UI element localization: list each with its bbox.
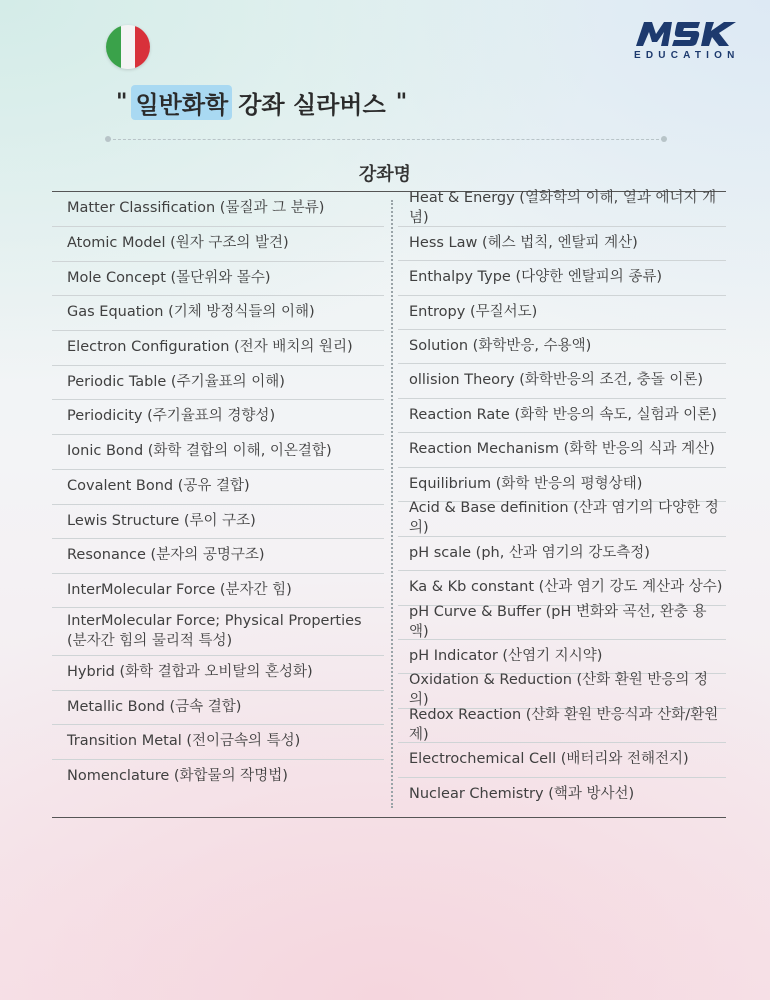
course-label: Hybrid (화학 결합과 오비탈의 혼성화) (67, 664, 313, 681)
table-heading: 강좌명 (358, 164, 412, 185)
course-item (52, 608, 384, 656)
course-item (398, 571, 726, 606)
course-item (398, 640, 726, 674)
course-item (52, 296, 384, 331)
course-label: Nomenclature (화합물의 작명법) (67, 768, 288, 785)
course-item (398, 296, 726, 330)
course-item (398, 192, 726, 227)
course-item (398, 433, 726, 468)
open-quote: " (116, 89, 128, 115)
course-item (52, 539, 384, 574)
course-item (398, 603, 726, 640)
course-item (398, 706, 726, 743)
title-highlight: 일반화학 (131, 85, 232, 120)
course-item (52, 435, 384, 470)
msk-education-logo (630, 18, 748, 64)
course-label: InterMolecular Force; Physical Properties (분자간 힘의 물리적 특성) (67, 612, 362, 649)
italy-flag-icon (106, 25, 150, 69)
course-label: Resonance (분자의 공명구조) (67, 547, 265, 564)
course-item (52, 366, 384, 400)
course-label: ollision Theory (화학반응의 조건, 충돌 이론) (409, 372, 704, 389)
dashed-divider (108, 139, 664, 140)
course-item (398, 330, 726, 364)
course-item (52, 192, 384, 227)
course-item (398, 743, 726, 778)
course-label: Reaction Rate (화학 반응의 속도, 실험과 이론) (409, 406, 717, 423)
course-label: Redox Reaction (산화 환원 반응식과 산화/환원제) (409, 706, 719, 743)
course-item (398, 537, 726, 571)
course-label: Gas Equation (기체 방정식들의 이해) (67, 304, 315, 321)
course-item (398, 364, 726, 399)
course-label: Atomic Model (원자 구조의 발견) (67, 235, 289, 252)
course-item (52, 470, 384, 505)
course-item (398, 399, 726, 433)
course-label: Matter Classification (물질과 그 분류) (67, 200, 325, 217)
course-item (398, 261, 726, 296)
course-item (398, 227, 726, 261)
course-label: Enthalpy Type (다양한 엔탈피의 종류) (409, 269, 663, 286)
course-label: InterMolecular Force (분자간 힘) (67, 581, 292, 598)
course-item (52, 400, 384, 435)
course-label: Equilibrium (화학 반응의 평형상태) (409, 475, 643, 492)
course-label: Nuclear Chemistry (핵과 방사선) (409, 786, 635, 803)
course-item (398, 468, 726, 502)
close-quote: " (395, 89, 408, 115)
divider-dot-right (661, 136, 667, 142)
course-item (398, 674, 726, 709)
course-label: Electron Configuration (전자 배치의 원리) (67, 339, 353, 356)
course-label: Electrochemical Cell (배터리와 전해전지) (409, 751, 689, 768)
course-label: Ka & Kb constant (산과 염기 강도 계산과 상수) (409, 579, 723, 596)
course-label: Transition Metal (전이금속의 특성) (67, 733, 301, 750)
course-item (398, 502, 726, 537)
course-item (52, 725, 384, 760)
course-label: Periodic Table (주기율표의 이해) (67, 373, 285, 390)
course-item (52, 574, 384, 608)
course-label: Entropy (무질서도) (409, 303, 538, 320)
course-label: Oxidation & Reduction (산화 환원 반응의 정의) (409, 672, 709, 708)
logo-subtitle: EDUCATION (634, 50, 740, 61)
title-rest: 강좌 실라버스 (238, 90, 386, 119)
course-item (52, 505, 384, 539)
msk-logo-mark (630, 18, 748, 48)
page-title (116, 84, 407, 120)
course-label: Ionic Bond (화학 결합의 이해, 이온결합) (67, 443, 332, 460)
course-label: Covalent Bond (공유 결합) (67, 478, 250, 495)
course-label: Metallic Bond (금속 결합) (67, 698, 242, 715)
left-course-column (52, 192, 384, 794)
course-item (52, 691, 384, 725)
course-label: Reaction Mechanism (화학 반응의 식과 계산) (409, 441, 715, 458)
course-label: Solution (화학반응, 수용액) (409, 337, 592, 354)
course-label: Heat & Energy (열화학의 이해, 열과 에너지 개념) (409, 190, 717, 226)
course-item (52, 227, 384, 262)
course-item (52, 331, 384, 366)
course-label: pH Indicator (산염기 지시약) (409, 647, 603, 664)
divider-dot-left (105, 136, 111, 142)
table-bottom-rule (52, 817, 726, 818)
right-course-column (398, 192, 726, 812)
course-label: Hess Law (헤스 법칙, 엔탈피 계산) (409, 234, 638, 251)
course-label: pH scale (ph, 산과 염기의 강도측정) (409, 544, 650, 561)
course-label: Acid & Base definition (산과 염기의 다양한 정의) (409, 500, 719, 536)
course-item (398, 778, 726, 812)
course-item (52, 262, 384, 296)
course-label: Periodicity (주기율표의 경향성) (67, 408, 276, 425)
course-item (52, 656, 384, 691)
course-item (52, 760, 384, 794)
course-label: pH Curve & Buffer (pH 변화와 곡선, 완충 용액) (409, 603, 707, 640)
course-label: Mole Concept (몰단위와 몰수) (67, 269, 271, 286)
course-label: Lewis Structure (루이 구조) (67, 512, 256, 529)
column-divider (391, 200, 393, 808)
